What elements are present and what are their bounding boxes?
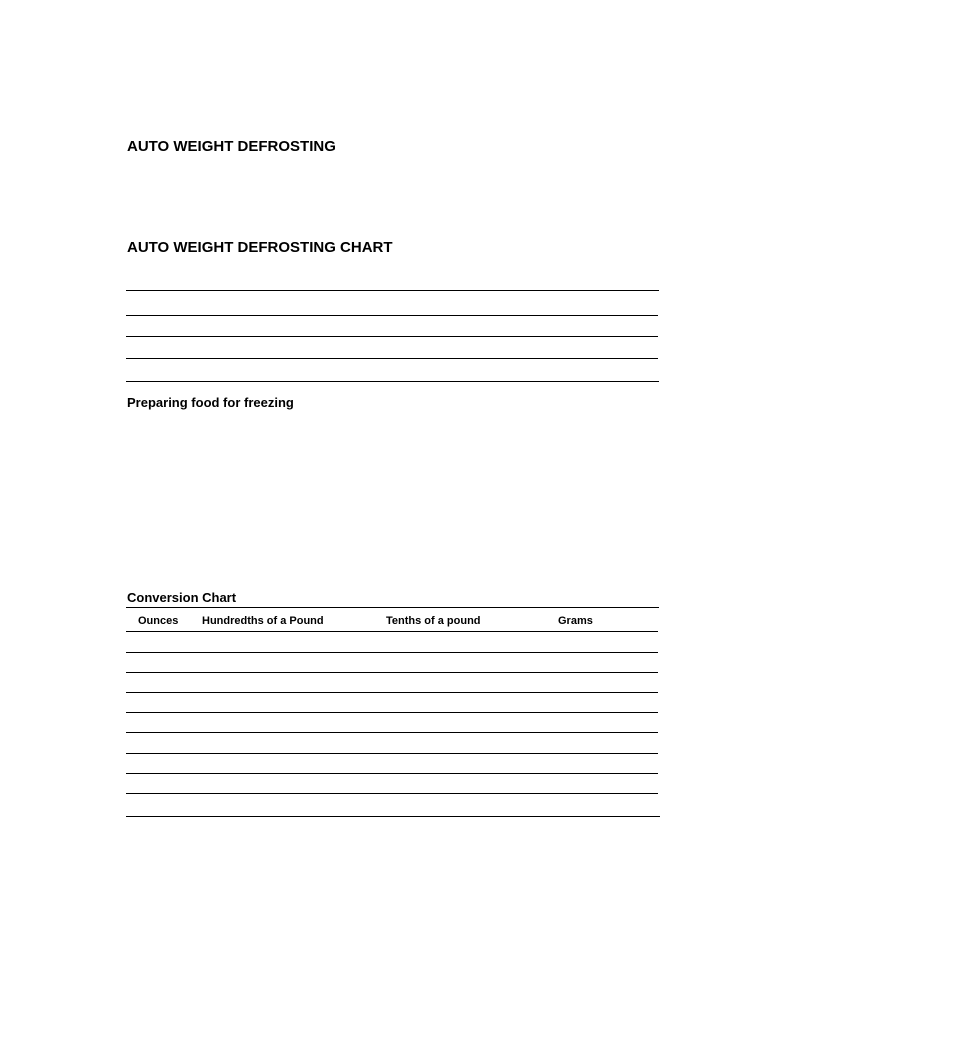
- table-rule: [126, 793, 658, 794]
- table-rule: [126, 607, 659, 608]
- table-rule: [126, 336, 658, 337]
- column-header-ounces: Ounces: [138, 615, 179, 627]
- auto-weight-defrosting-heading: AUTO WEIGHT DEFROSTING: [127, 138, 336, 155]
- table-rule: [126, 358, 658, 359]
- table-rule: [126, 712, 658, 713]
- preparing-food-heading: Preparing food for freezing: [127, 395, 294, 410]
- conversion-chart-title: Conversion Chart: [127, 590, 237, 605]
- table-rule: [126, 816, 660, 817]
- table-rule: [126, 652, 658, 653]
- table-rule: [126, 290, 659, 291]
- table-rule: [126, 753, 658, 754]
- table-rule: [126, 773, 658, 774]
- table-rule: [126, 631, 658, 632]
- table-rule: [126, 732, 658, 733]
- auto-weight-defrosting-chart-heading: AUTO WEIGHT DEFROSTING CHART: [127, 239, 393, 256]
- column-header-hundredths: Hundredths of a Pound: [202, 615, 324, 627]
- table-rule: [126, 672, 658, 673]
- table-rule: [126, 692, 658, 693]
- table-rule: [126, 381, 659, 382]
- column-header-grams: Grams: [558, 615, 593, 627]
- column-header-tenths: Tenths of a pound: [386, 615, 481, 627]
- table-rule: [126, 315, 658, 316]
